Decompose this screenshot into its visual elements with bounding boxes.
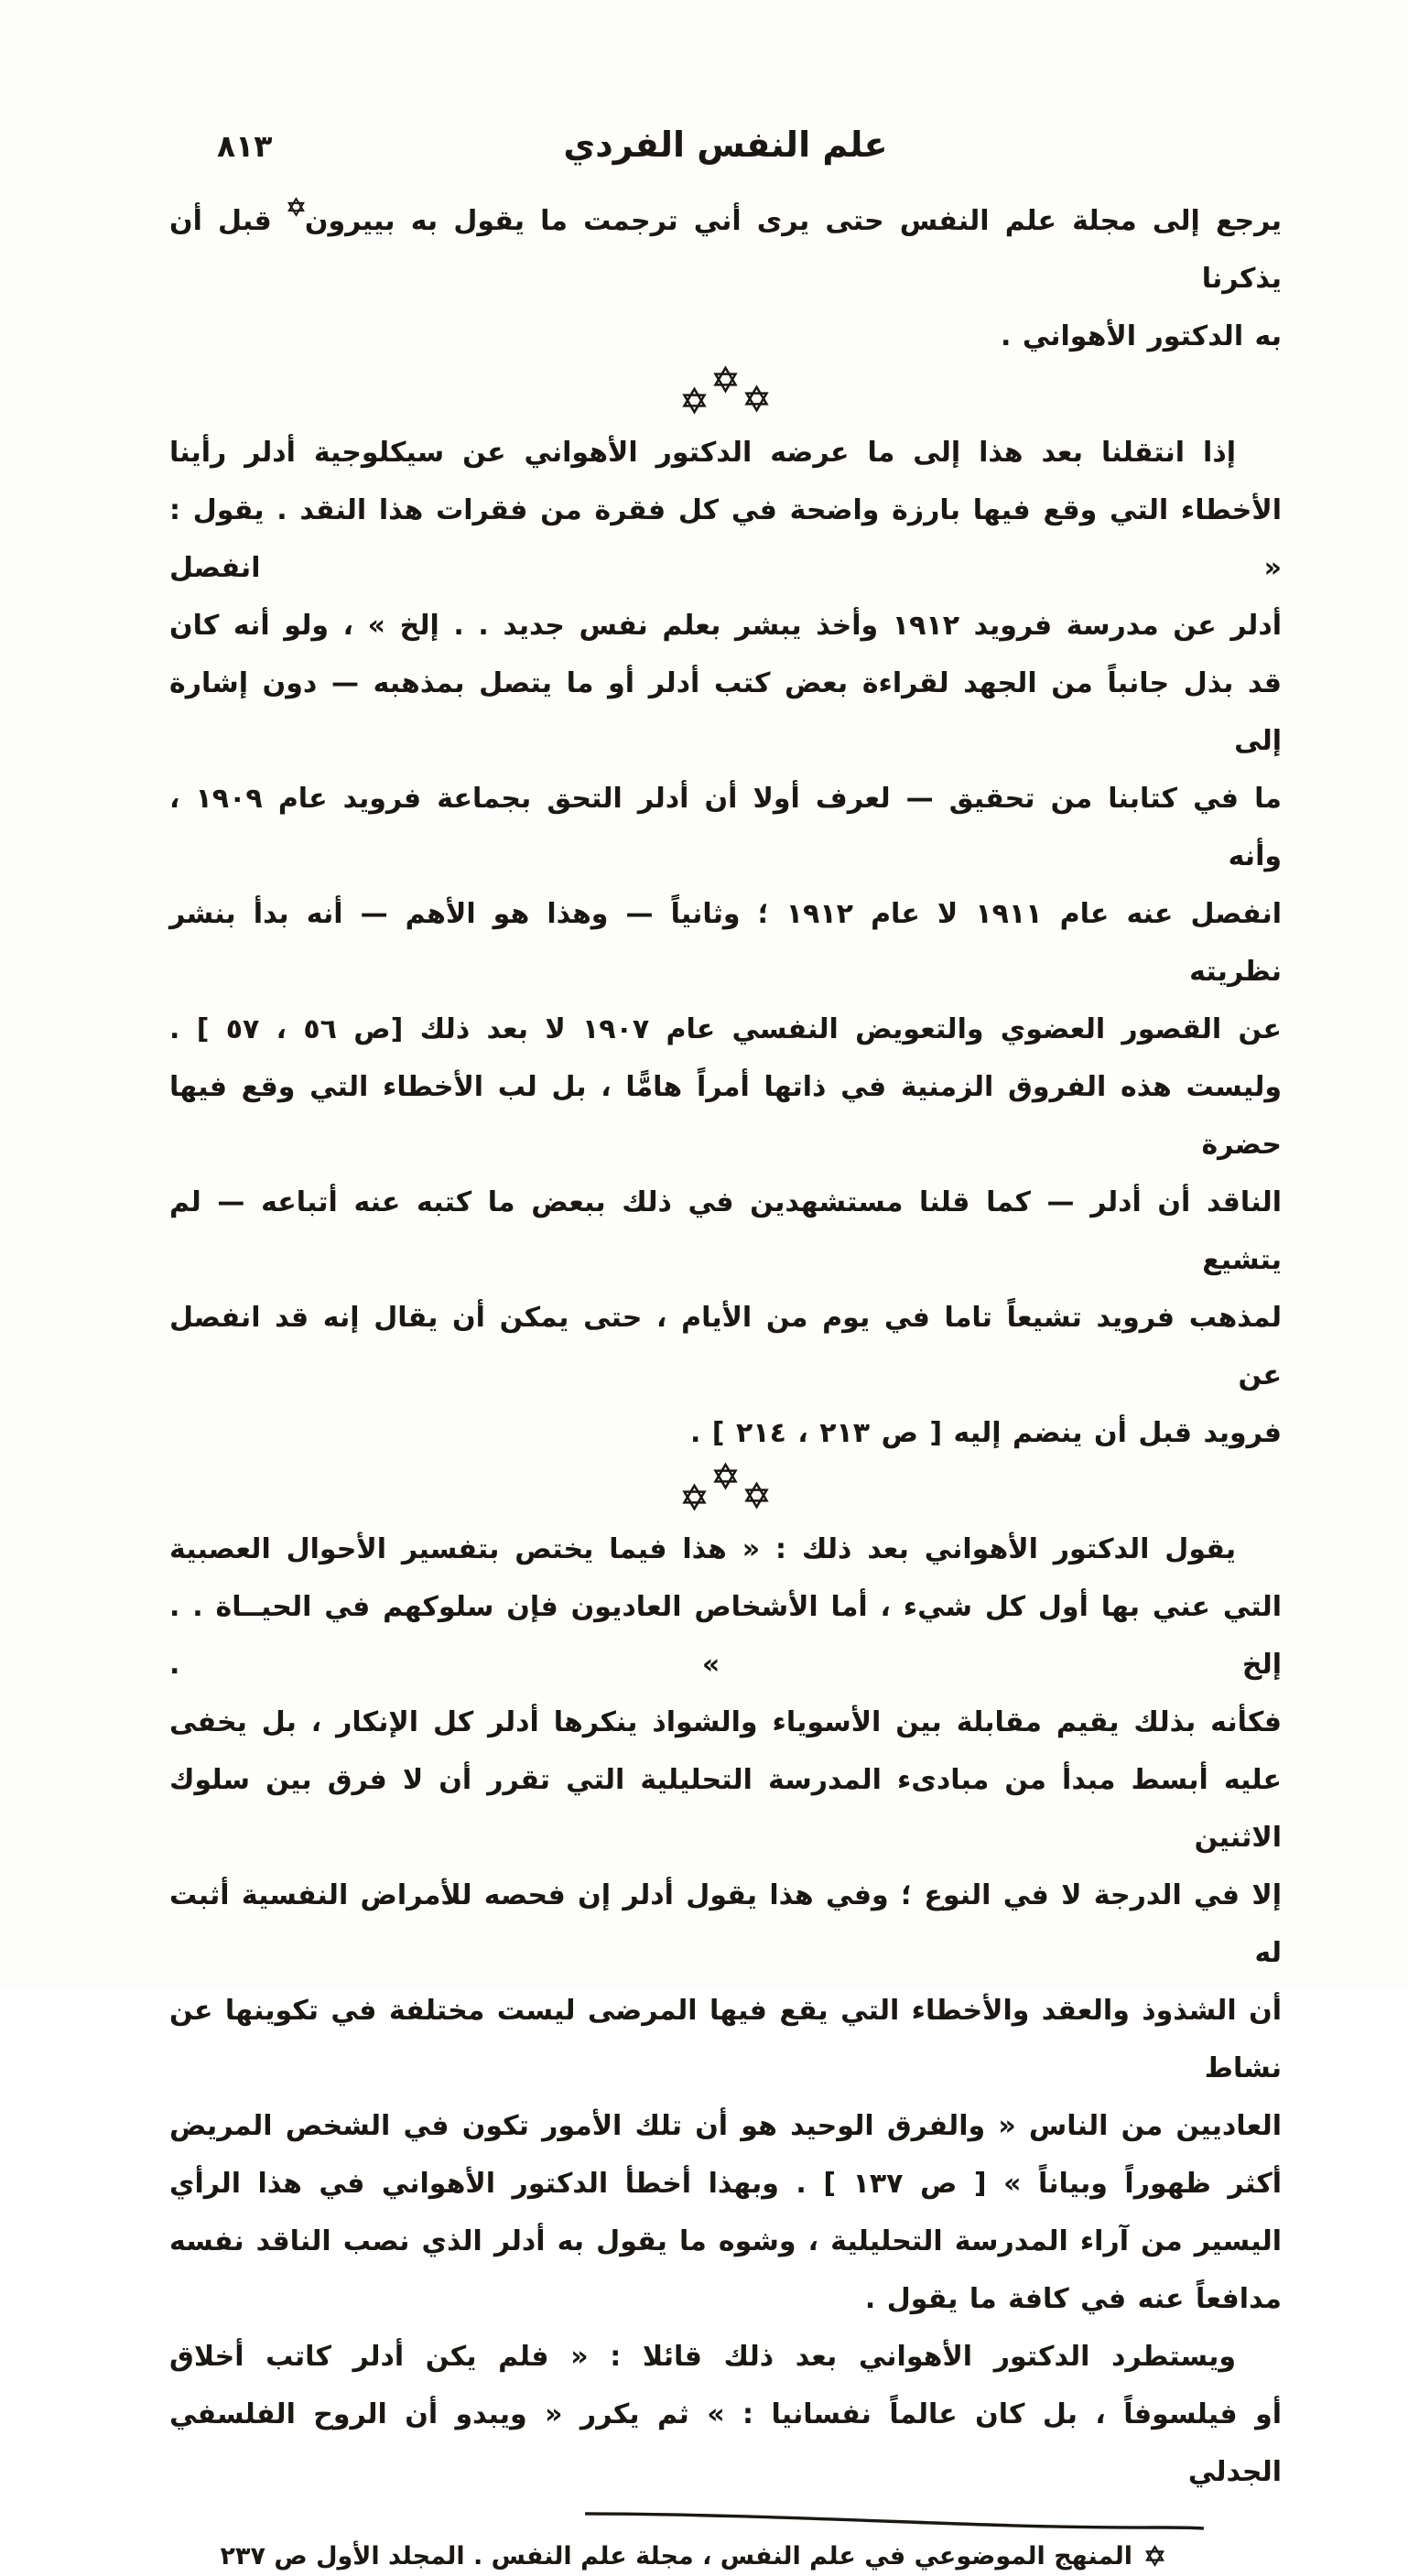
text-line: فكأنه بذلك يقيم مقابلة بين الأسوياء والشواذ ينكرها أدلر كل الإنكار ، بل يخفى [169,1706,1282,1738]
text-line: العاديين من الناس « والفرق الوحيد هو أن تلك الأمور تكون في الشخص المريض [169,2110,1282,2142]
text-line: فرويد قبل أن ينضم إليه [ ص ٢١٣ ، ٢١٤ ] . [689,1417,1282,1449]
page-body-text [169,192,1282,2576]
text-line: وليست هذه الفروق الزمنية في ذاتها أمراً هامًّا ، بل لب الأخطاء التي وقع فيها حضرة [169,1071,1282,1161]
six-pointed-star-icon [744,1481,769,1510]
footnote-text: المنهج الموضوعي في علم النفس ، مجلة علم النفس . المجلد الأول ص ٢٣٧ [220,2542,1132,2571]
text-line: اليسير من آراء المدرسة التحليلية ، وشوه ما يقول به أدلر الذي نصب الناقد نفسه [169,2225,1282,2257]
footnote-divider-rule [583,2511,1206,2531]
footnote-reference-star-icon [287,192,305,250]
text-line: يقول الدكتور الأهواني بعد ذلك : « هذا فيما يختص بتفسير الأحوال العصبية [169,1533,1236,1565]
text-line: مدافعاً عنه في كافة ما يقول . [864,2283,1282,2315]
text-line: أكثر ظهوراً وبياناً » [ ص ١٣٧ ] . وبهذا أخطأ الدكتور الأهواني في هذا الرأي [169,2168,1282,2200]
six-pointed-star-icon [682,386,707,415]
text-line: عليه أبسط مبدأ من مبادىء المدرسة التحليلية التي تقرر أن لا فرق بين سلوك الاثنين [169,1764,1282,1854]
six-pointed-star-icon [713,1462,738,1490]
text-line: التي عني بها أول كل شيء ، أما الأشخاص العاديون فإن سلوكهم في الحيــاة . . إلخ » . [169,1591,1282,1681]
paragraph-4 [169,2328,1282,2501]
six-pointed-star-icon [713,365,738,394]
text-run: قبل أن يذكرنا [169,205,1282,295]
six-pointed-star-icon [682,1483,707,1511]
section-separator [169,1466,1282,1517]
text-line: ويستطرد الدكتور الأهواني بعد ذلك قائلا : « فلم يكن أدلر كاتب أخلاق [169,2341,1236,2373]
text-line: إذا انتقلنا بعد هذا إلى ما عرضه الدكتور الأهواني عن سيكلوجية أدلر رأينا [169,437,1236,469]
text-line [169,192,1282,308]
text-line: ما في كتابنا من تحقيق — لعرف أولا أن أدلر التحق بجماعة فرويد عام ١٩٠٩ ، وأنه [169,783,1282,872]
paragraph-3 [169,1521,1282,2328]
text-line: انفصل عنه عام ١٩١١ لا عام ١٩١٢ ؛ وثانياً — وهذا هو الأهم — أنه بدأ بنشر نظريته [169,898,1282,988]
text-line: لمذهب فرويد تشيعاً تاما في يوم من الأيام ، حتى يمكن أن يقال إنه قد انفصل عن [169,1302,1282,1391]
section-separator [169,369,1282,420]
text-line: عن القصور العضوي والتعويض النفسي عام ١٩٠٧ لا بعد ذلك [ص ٥٦ ، ٥٧ ] . [169,1013,1282,1045]
text-line: أن الشذوذ والعقد والأخطاء التي يقع فيها المرضى ليست مختلفة في تكوينها عن نشاط [169,1995,1282,2084]
text-line: أدلر عن مدرسة فرويد ١٩١٢ وأخذ يبشر بعلم نفس جديد . . إلخ » ، ولو أنه كان [169,610,1282,642]
paragraph-2 [169,424,1282,1462]
text-line: أو فيلسوفاً ، بل كان عالماً نفسانيا : » ثم يكرر « ويبدو أن الروح الفلسفي الجدلي [169,2398,1282,2488]
text-line: الناقد أن أدلر — كما قلنا مستشهدين في ذلك ببعض ما كتبه عنه أتباعه — لم يتشيع [169,1186,1282,1276]
page-number: ٨١٣ [217,128,273,164]
footnote [169,2538,1282,2576]
paragraph-1 [169,192,1282,365]
text-line: إلا في الدرجة لا في النوع ؛ وفي هذا يقول أدلر إن فحصه للأمراض النفسية أثبت له [169,1879,1282,1969]
footnote-star-icon [1145,2538,1164,2576]
text-line: قد بذل جانباً من الجهد لقراءة بعض كتب أدلر أو ما يتصل بمذهبه — دون إشارة إلى [169,667,1282,757]
six-pointed-star-icon [744,384,769,413]
text-line: الأخطاء التي وقع فيها بارزة واضحة في كل فقرة من فقرات هذا النقد . يقول : « انفصل [169,494,1282,584]
text-run: يرجع إلى مجلة علم النفس حتى يرى أني ترجمت ما يقول به بييرون [304,205,1282,237]
text-line: به الدكتور الأهواني . [1001,320,1282,352]
page-header [169,124,1282,189]
page-title: علم النفس الفردي [563,124,888,165]
